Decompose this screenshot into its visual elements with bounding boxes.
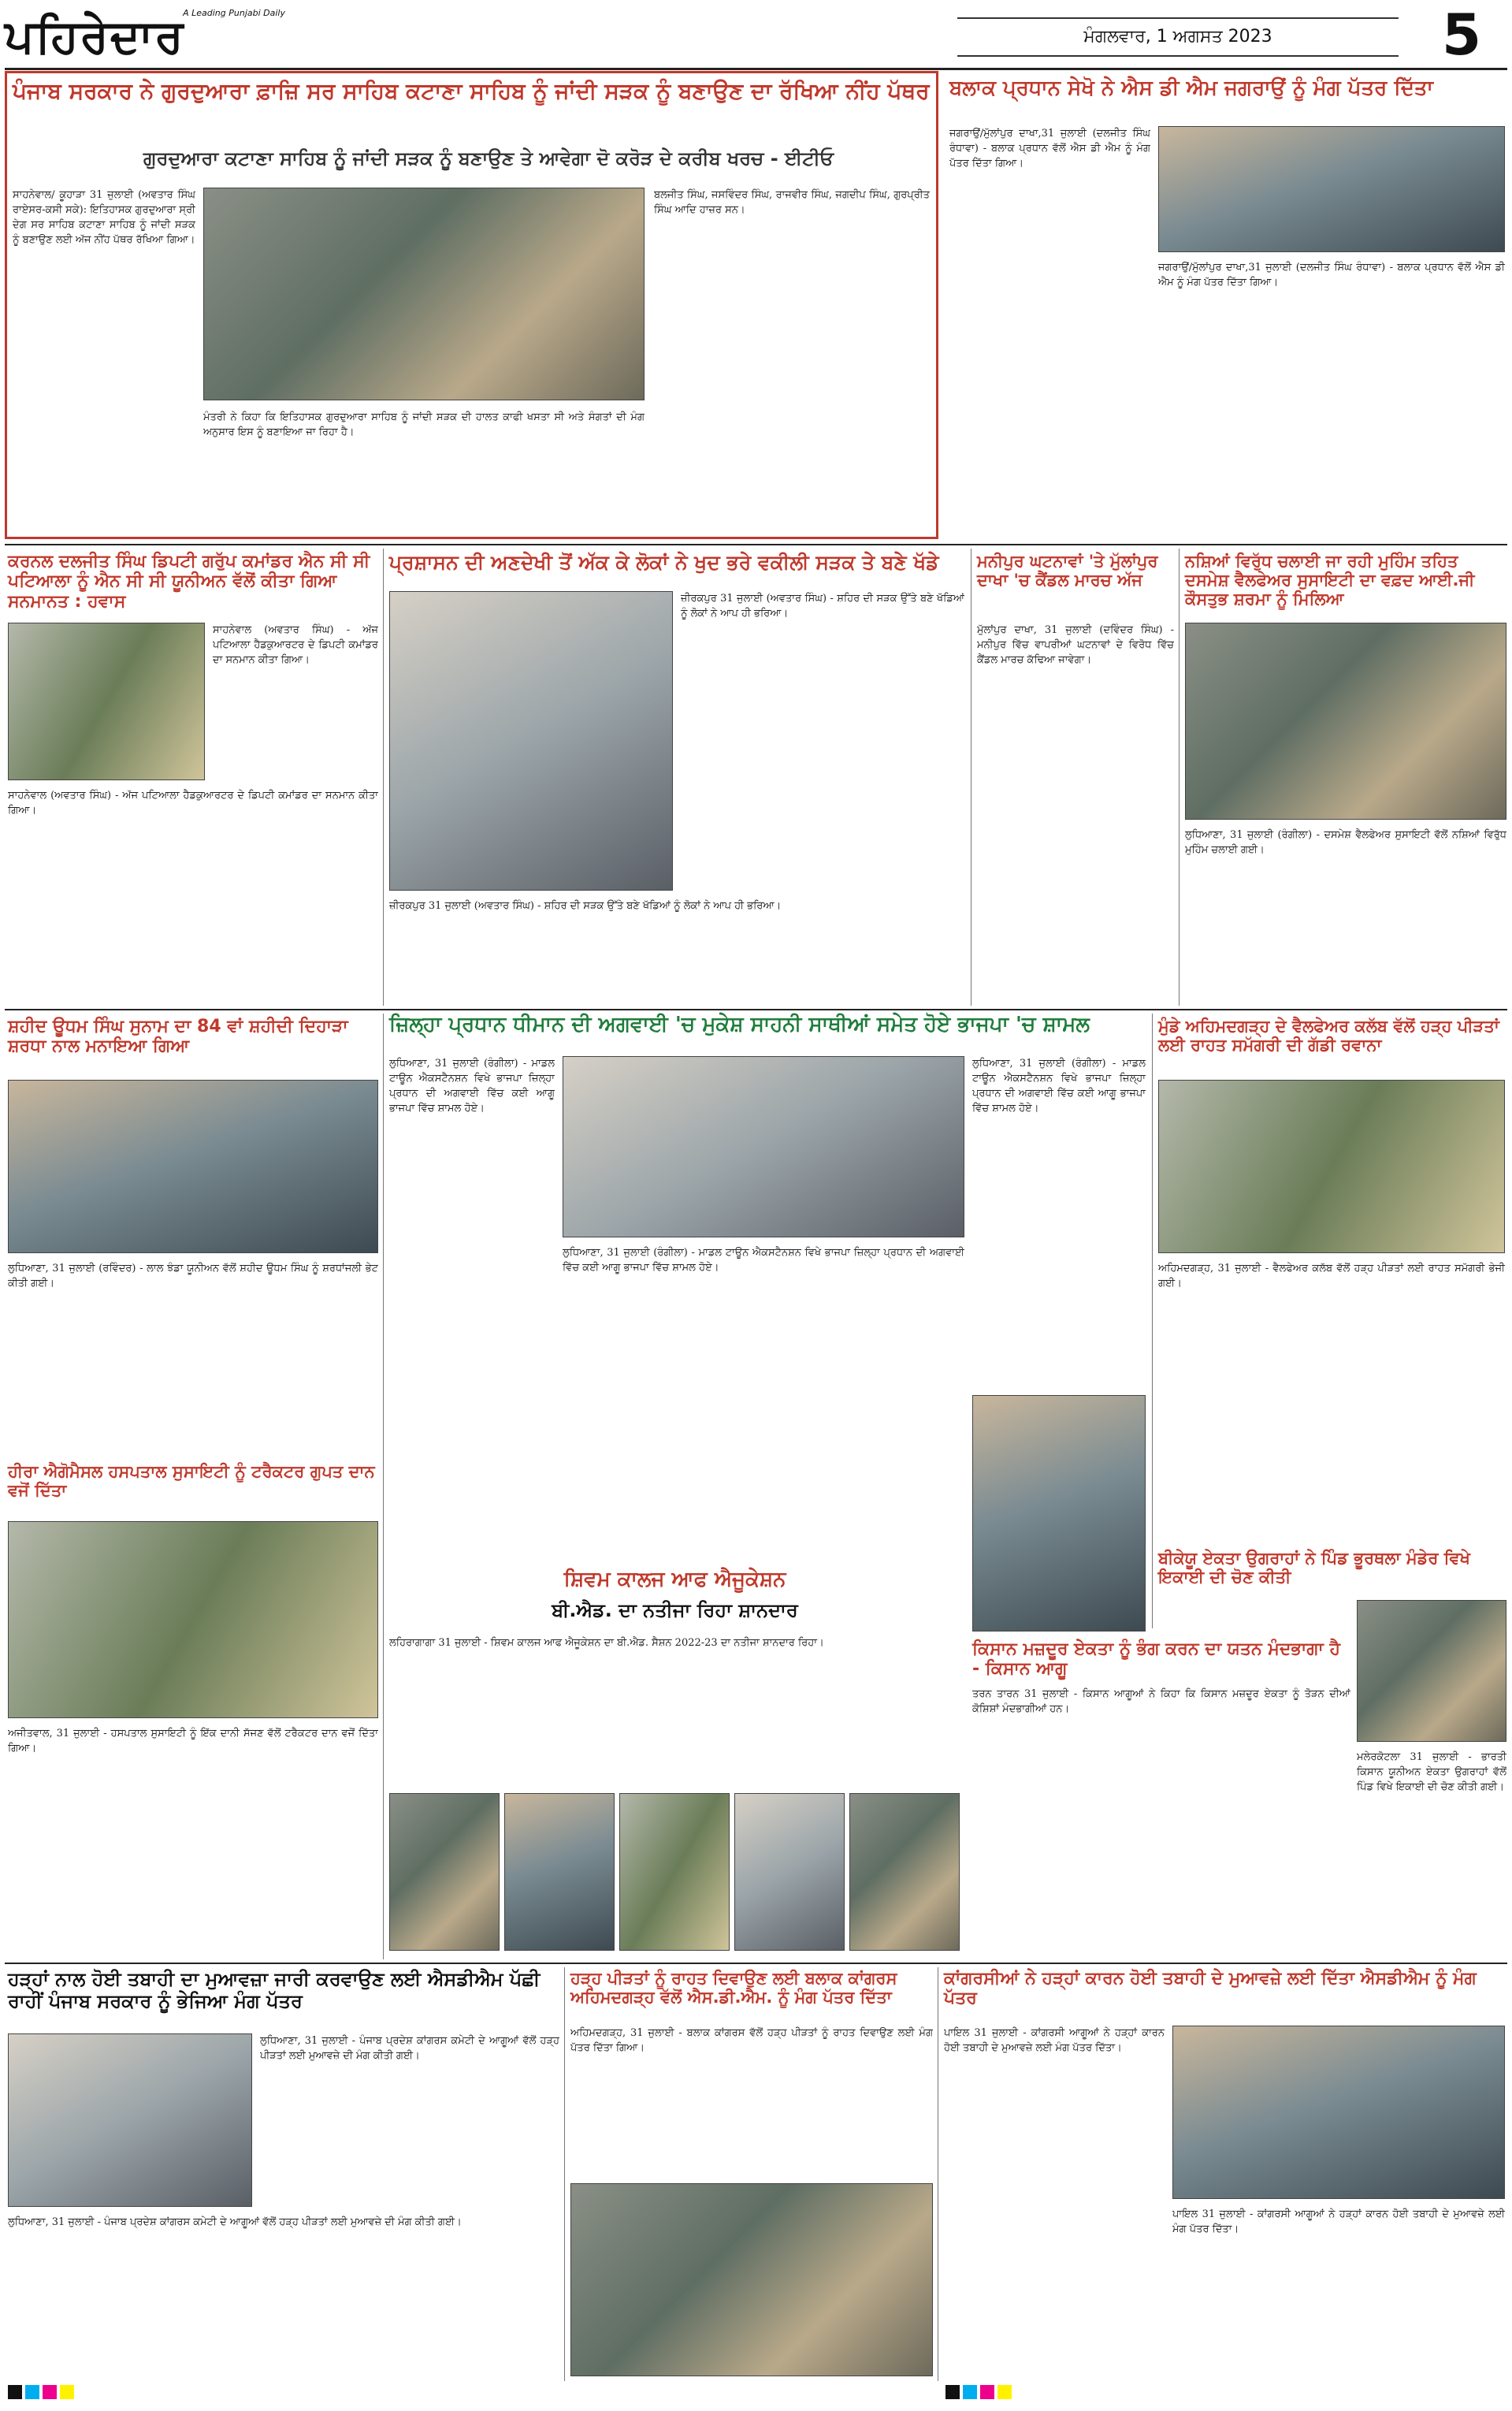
congress-adc-photo [1172,2026,1505,2199]
administration-body: ਜ਼ੀਰਕਪੁਰ 31 ਜੁਲਾਈ (ਅਵਤਾਰ ਸਿੰਘ) - ਸ਼ਹਿਰ ਦੀ ਸੜਕ ਉੱਤੇ ਬਣੇ ਖੱਡਿਆਂ ਨੂੰ ਲੋਕਾਂ ਨੇ ਆਪ ਹੀ ਭਰਿਆ। [681,593,964,619]
page-number: 5 [1441,2,1482,68]
lead-headline: ਪੰਜਾਬ ਸਰਕਾਰ ਨੇ ਗੁਰਦੁਆਰਾ ਫ਼ਾਜ਼ਿ ਸਰ ਸਾਹਿਬ ਕਟਾਣਾ ਸਾਹਿਬ ਨੂੰ ਜਾਂਦੀ ਸੜਕ ਨੂੰ ਬਣਾਉਣ ਦਾ ਰੱਖਿਆ ਨੀਂਹ ਪੱਥਰ [13,78,930,104]
drugs-body: ਲੁਧਿਆਣਾ, 31 ਜੁਲਾਈ (ਰੰਗੀਲਾ) - ਦਸਮੇਸ਼ ਵੈਲਫੇਅਰ ਸੁਸਾਇਟੀ ਵੱਲੋਂ ਨਸ਼ਿਆਂ ਵਿਰੁੱਧ ਮੁਹਿੰਮ ਚਲਾਈ ਗਈ। [1185,829,1506,856]
student-photo-3 [619,1793,730,1951]
congress-block-headline: ਹੜ੍ਹ ਪੀੜਤਾਂ ਨੂੰ ਰਾਹਤ ਦਿਵਾਉਣ ਲਈ ਬਲਾਕ ਕਾਂਗਰਸ ਅਹਿਮਦਗੜ੍ਹ ਵੱਲੋਂ ਐਸ.ਡੀ.ਐਮ. ਨੂੰ ਮੰਗ ਪੱਤਰ ਦਿੱਤਾ [570,1969,897,2007]
shivam-body: ਲਹਿਰਾਗਾਗਾ 31 ਜੁਲਾਈ - ਸ਼ਿਵਮ ਕਾਲਜ ਆਫ ਐਜੂਕੇਸ਼ਨ ਦਾ ਬੀ.ਐਡ. ਸੈਸ਼ਨ 2022-23 ਦਾ ਨਤੀਜਾ ਸ਼ਾਨਦਾਰ ਰਿਹਾ। [389,1637,824,1649]
district-headline: ਜ਼ਿਲ੍ਹਾ ਪ੍ਰਧਾਨ ਧੀਮਾਨ ਦੀ ਅਗਵਾਈ 'ਚ ਮੁਕੇਸ਼ ਸਾਹਨੀ ਸਾਥੀਆਂ ਸਮੇਤ ਹੋਏ ਭਾਜਪਾ 'ਚ ਸ਼ਾਮਲ [389,1013,1090,1036]
bku-headline: ਬੀਕੇਯੂ ਏਕਤਾ ਉਗਰਾਹਾਂ ਨੇ ਪਿੰਡ ਭੂਰਥਲਾ ਮੰਡੇਰ ਵਿਖੇ ਇਕਾਈ ਦੀ ਚੋਣ ਕੀਤੀ [1158,1549,1470,1587]
lead-body-col-2: ਮੰਤਰੀ ਨੇ ਕਿਹਾ ਕਿ ਇਤਿਹਾਸਕ ਗੁਰਦੁਆਰਾ ਸਾਹਿਬ ਨੂੰ ਜਾਂਦੀ ਸੜਕ ਦੀ ਹਾਲਤ ਕਾਫੀ ਖਸਤਾ ਸੀ ਅਤੇ ਸੰਗਤਾਂ ਦੀ ਮੰਗ ਅਨੁਸਾਰ ਇਸ ਨੂੰ ਬਣਾਇਆ ਜਾ ਰਿਹਾ ਹੈ। [203,411,645,438]
floods-body-2: ਲੁਧਿਆਣਾ, 31 ਜੁਲਾਈ - ਪੰਜਾਬ ਪ੍ਰਦੇਸ਼ ਕਾਂਗਰਸ ਕਮੇਟੀ ਦੇ ਆਗੂਆਂ ਵੱਲੋਂ ਹੜ੍ਹ ਪੀੜਤਾਂ ਲਈ ਮੁਆਵਜ਼ੇ ਦੀ ਮੰਗ ਕੀਤੀ ਗਈ। [8,2216,462,2228]
floods-photo [8,2033,252,2207]
student-photo-4 [734,1793,845,1951]
color-registration-left [8,2385,77,2399]
farmer-body: ਤਰਨ ਤਾਰਨ 31 ਜੁਲਾਈ - ਕਿਸਾਨ ਆਗੂਆਂ ਨੇ ਕਿਹਾ ਕਿ ਕਿਸਾਨ ਮਜ਼ਦੂਰ ਏਕਤਾ ਨੂੰ ਤੋੜਨ ਦੀਆਂ ਕੋਸ਼ਿਸ਼ਾਂ ਮੰਦਭਾਗੀਆਂ ਹਨ। [972,1688,1350,1715]
issue-date: ਮੰਗਲਵਾਰ, 1 ਅਗਸਤ 2023 [1083,27,1272,47]
student-photo-1 [389,1793,500,1951]
drugs-headline: ਨਸ਼ਿਆਂ ਵਿਰੁੱਧ ਚਲਾਈ ਜਾ ਰਹੀ ਮੁਹਿੰਮ ਤਹਿਤ ਦਸਮੇਸ਼ ਵੈਲਫੇਅਰ ਸੁਸਾਇਟੀ ਦਾ ਵਫ਼ਦ ਆਈ.ਜੀ ਕੌਸਤੁਭ ਸ਼ਰਮਾ ਨੂੰ ਮਿਲਿਆ [1185,552,1475,609]
column-rule [564,1967,565,2381]
color-registration-right [945,2385,1015,2399]
floods-body: ਲੁਧਿਆਣਾ, 31 ਜੁਲਾਈ - ਪੰਜਾਬ ਪ੍ਰਦੇਸ਼ ਕਾਂਗਰਸ ਕਮੇਟੀ ਦੇ ਆਗੂਆਂ ਵੱਲੋਂ ਹੜ੍ਹ ਪੀੜਤਾਂ ਲਈ ਮੁਆਵਜ਼ੇ ਦੀ ਮੰਗ ਕੀਤੀ ਗਈ। [260,2035,559,2062]
colonel-photo [8,623,205,780]
masthead-divider [5,68,1507,70]
floods-headline: ਹੜ੍ਹਾਂ ਨਾਲ ਹੋਈ ਤਬਾਹੀ ਦਾ ਮੁਆਵਜ਼ਾ ਜਾਰੀ ਕਰਵਾਉਣ ਲਈ ਐਸਡੀਐਮ ਪੱਛੀ ਰਾਹੀਂ ਪੰਜਾਬ ਸਰਕਾਰ ਨੂੰ ਭੇਜਿਆ ਮੰਗ ਪੱਤਰ [8,1968,541,2012]
row-divider-3 [5,1963,1507,1964]
administration-headline: ਪ੍ਰਸ਼ਾਸਨ ਦੀ ਅਣਦੇਖੀ ਤੋਂ ਅੱਕ ਕੇ ਲੋਕਾਂ ਨੇ ਖੁਦ ਭਰੇ ਵਕੀਲੀ ਸੜਕ ਤੇ ਬਣੇ ਖੱਡੇ [389,551,939,574]
congress-block-photo [570,2183,933,2376]
colonel-body-2: ਸਾਹਨੇਵਾਲ (ਅਵਤਾਰ ਸਿੰਘ) - ਅੱਜ ਪਟਿਆਲਾ ਹੈਡਕੁਆਰਟਰ ਦੇ ਡਿਪਟੀ ਕਮਾਂਡਰ ਦਾ ਸਨਮਾਨ ਕੀਤਾ ਗਿਆ। [8,790,378,817]
hero-headline: ਹੀਰਾ ਐਗੋਮੈਸਲ ਹਸਪਤਾਲ ਸੁਸਾਇਟੀ ਨੂੰ ਟਰੈਕਟਰ ਗੁਪਤ ਦਾਨ ਵਜੋਂ ਦਿੱਤਾ [8,1462,375,1501]
column-rule [383,549,384,1006]
congress-block-body: ਅਹਿਮਦਗੜ੍ਹ, 31 ਜੁਲਾਈ - ਬਲਾਕ ਕਾਂਗਰਸ ਵੱਲੋਂ ਹੜ੍ਹ ਪੀੜਤਾਂ ਨੂੰ ਰਾਹਤ ਦਿਵਾਉਣ ਲਈ ਮੰਗ ਪੱਤਰ ਦਿੱਤਾ ਗਿਆ। [570,2027,933,2054]
district-photo [563,1056,964,1237]
bku-body: ਮਲੇਰਕੋਟਲਾ 31 ਜੁਲਾਈ - ਭਾਰਤੀ ਕਿਸਾਨ ਯੂਨੀਅਨ ਏਕਤਾ ਉਗਰਾਹਾਂ ਵੱਲੋਂ ਪਿੰਡ ਵਿਖੇ ਇਕਾਈ ਦੀ ਚੋਣ ਕੀਤੀ ਗਈ। [1357,1751,1506,1793]
colonel-body: ਸਾਹਨੇਵਾਲ (ਅਵਤਾਰ ਸਿੰਘ) - ਅੱਜ ਪਟਿਆਲਾ ਹੈਡਕੁਆਰਟਰ ਦੇ ਡਿਪਟੀ ਕਮਾਂਡਰ ਦਾ ਸਨਮਾਨ ਕੀਤਾ ਗਿਆ। [213,624,378,666]
district-body-3: ਲੁਧਿਆਣਾ, 31 ਜੁਲਾਈ (ਰੰਗੀਲਾ) - ਮਾਡਲ ਟਾਊਨ ਐਕਸਟੈਨਸ਼ਨ ਵਿਖੇ ਭਾਜਪਾ ਜ਼ਿਲ੍ਹਾ ਪ੍ਰਧਾਨ ਦੀ ਅਗਵਾਈ ਵਿੱਚ ਕਈ ਆਗੂ ਭਾਜਪਾ ਵਿੱਚ ਸ਼ਾਮਲ ਹੋਏ। [972,1058,1146,1114]
block-president-body: ਜਗਰਾਉਂ/ਮੁੱਲਾਂਪੁਰ ਦਾਖਾ,31 ਜੁਲਾਈ (ਦਲਜੀਤ ਸਿੰਘ ਰੰਧਾਵਾ) - ਬਲਾਕ ਪ੍ਰਧਾਨ ਵੱਲੋਂ ਐਸ ਡੀ ਐਮ ਨੂੰ ਮੰਗ ਪੱਤਰ ਦਿੱਤਾ ਗਿਆ। [949,128,1150,169]
district-body: ਲੁਧਿਆਣਾ, 31 ਜੁਲਾਈ (ਰੰਗੀਲਾ) - ਮਾਡਲ ਟਾਊਨ ਐਕਸਟੈਨਸ਼ਨ ਵਿਖੇ ਭਾਜਪਾ ਜ਼ਿਲ੍ਹਾ ਪ੍ਰਧਾਨ ਦੀ ਅਗਵਾਈ ਵਿੱਚ ਕਈ ਆਗੂ ਭਾਜਪਾ ਵਿੱਚ ਸ਼ਾਮਲ ਹੋਏ। [389,1058,555,1114]
dateline [957,17,1399,57]
shivam-subheadline: ਬੀ.ਐਡ. ਦਾ ਨਤੀਜਾ ਰਿਹਾ ਸ਼ਾਨਦਾਰ [552,1599,798,1621]
congress-adc-headline: ਕਾਂਗਰਸੀਆਂ ਨੇ ਹੜ੍ਹਾਂ ਕਾਰਨ ਹੋਈ ਤਬਾਹੀ ਦੇ ਮੁਆਵਜ਼ੇ ਲਈ ਦਿੱਤਾ ਐਸਡੀਐਮ ਨੂੰ ਮੰਗ ਪੱਤਰ [944,1969,1477,2009]
column-rule [383,1014,384,1959]
lead-photo [203,188,645,400]
udham-headline: ਸ਼ਹੀਦ ਊਧਮ ਸਿੰਘ ਸੁਨਾਮ ਦਾ 84 ਵਾਂ ਸ਼ਹੀਦੀ ਦਿਹਾੜਾ ਸ਼ਰਧਾ ਨਾਲ ਮਨਾਇਆ ਗਿਆ [8,1017,348,1057]
congress-adc-body-2: ਪਾਇਲ 31 ਜੁਲਾਈ - ਕਾਂਗਰਸੀ ਆਗੂਆਂ ਨੇ ਹੜ੍ਹਾਂ ਕਾਰਨ ਹੋਈ ਤਬਾਹੀ ਦੇ ਮੁਆਵਜ਼ੇ ਲਈ ਮੰਗ ਪੱਤਰ ਦਿੱਤਾ। [1172,2208,1505,2235]
administration-photo [389,591,673,891]
row-divider-1 [5,544,1507,545]
welfare-body: ਅਹਿਮਦਗੜ੍ਹ, 31 ਜੁਲਾਈ - ਵੈਲਫੇਅਰ ਕਲੱਬ ਵੱਲੋਂ ਹੜ੍ਹ ਪੀੜਤਾਂ ਲਈ ਰਾਹਤ ਸਮੱਗਰੀ ਭੇਜੀ ਗਈ। [1158,1263,1505,1289]
column-rule [1152,1014,1153,1628]
colonel-headline: ਕਰਨਲ ਦਲਜੀਤ ਸਿੰਘ ਡਿਪਟੀ ਗਰੁੱਪ ਕਮਾਂਡਰ ਐਨ ਸੀ ਸੀ ਪਟਿਆਲਾ ਨੂੰ ਐਨ ਸੀ ਸੀ ਯੂਨੀਅਨ ਵੱਲੋਂ ਕੀਤਾ ਗਿਆ ਸਨਮਾਨਤ : ਹਵਾਸ [8,552,370,612]
udham-body: ਲੁਧਿਆਣਾ, 31 ਜੁਲਾਈ (ਰਵਿੰਦਰ) - ਲਾਲ ਝੰਡਾ ਯੂਨੀਅਨ ਵੱਲੋਂ ਸ਼ਹੀਦ ਊਧਮ ਸਿੰਘ ਨੂੰ ਸ਼ਰਧਾਂਜਲੀ ਭੇਟ ਕੀਤੀ ਗਈ। [8,1263,378,1289]
logo-tagline: A Leading Punjabi Daily [183,8,285,18]
block-president-body-2: ਜਗਰਾਉਂ/ਮੁੱਲਾਂਪੁਰ ਦਾਖਾ,31 ਜੁਲਾਈ (ਦਲਜੀਤ ਸਿੰਘ ਰੰਧਾਵਾ) - ਬਲਾਕ ਪ੍ਰਧਾਨ ਵੱਲੋਂ ਐਸ ਡੀ ਐਮ ਨੂੰ ਮੰਗ ਪੱਤਰ ਦਿੱਤਾ ਗਿਆ। [1158,262,1505,288]
welfare-headline: ਮੁੰਡੇ ਅਹਿਮਦਗੜ੍ਹ ਦੇ ਵੈਲਫੇਅਰ ਕਲੱਬ ਵੱਲੋਂ ਹੜ੍ਹ ਪੀੜਤਾਂ ਲਈ ਰਾਹਤ ਸਮੱਗਰੀ ਦੀ ਗੱਡੀ ਰਵਾਨਾ [1158,1017,1499,1055]
lead-body-col-3: ਬਲਜੀਤ ਸਿੰਘ, ਜਸਵਿੰਦਰ ਸਿੰਘ, ਰਾਜਵੀਰ ਸਿੰਘ, ਜਗਦੀਪ ਸਿੰਘ, ਗੁਰਪ੍ਰੀਤ ਸਿੰਘ ਆਦਿ ਹਾਜ਼ਰ ਸਨ। [654,189,930,216]
newspaper-logo [5,6,288,66]
student-photo-2 [504,1793,615,1951]
district-body-2: ਲੁਧਿਆਣਾ, 31 ਜੁਲਾਈ (ਰੰਗੀਲਾ) - ਮਾਡਲ ਟਾਊਨ ਐਕਸਟੈਨਸ਼ਨ ਵਿਖੇ ਭਾਜਪਾ ਜ਼ਿਲ੍ਹਾ ਪ੍ਰਧਾਨ ਦੀ ਅਗਵਾਈ ਵਿੱਚ ਕਈ ਆਗੂ ਭਾਜਪਾ ਵਿੱਚ ਸ਼ਾਮਲ ਹੋਏ। [563,1247,964,1274]
congress-adc-body: ਪਾਇਲ 31 ਜੁਲਾਈ - ਕਾਂਗਰਸੀ ਆਗੂਆਂ ਨੇ ਹੜ੍ਹਾਂ ਕਾਰਨ ਹੋਈ ਤਬਾਹੀ ਦੇ ਮੁਆਵਜ਼ੇ ਲਈ ਮੰਗ ਪੱਤਰ ਦਿੱਤਾ। [944,2027,1165,2054]
logo-text: ਪਹਿਰੇਦਾਰ [5,9,185,63]
block-president-headline: ਬਲਾਕ ਪ੍ਰਧਾਨ ਸੇਖੋ ਨੇ ਐਸ ਡੀ ਐਮ ਜਗਰਾਉਂ ਨੂੰ ਮੰਗ ਪੱਤਰ ਦਿੱਤਾ [949,76,1433,100]
block-president-photo [1158,126,1505,252]
welfare-photo [1158,1080,1505,1253]
row-divider-2 [5,1009,1507,1010]
student-photo-5 [849,1793,960,1951]
bku-photo [1357,1600,1506,1742]
manipur-body: ਮੁੱਲਾਂਪੁਰ ਦਾਖਾ, 31 ਜੁਲਾਈ (ਦਵਿੰਦਰ ਸਿੰਘ) - ਮਨੀਪੁਰ ਵਿੱਚ ਵਾਪਰੀਆਂ ਘਟਨਾਵਾਂ ਦੇ ਵਿਰੋਧ ਵਿੱਚ ਕੈਂਡਲ ਮਾਰਚ ਕੱਢਿਆ ਜਾਵੇਗਾ। [977,624,1174,666]
lead-subheadline: ਗੁਰਦੁਆਰਾ ਕਟਾਣਾ ਸਾਹਿਬ ਨੂੰ ਜਾਂਦੀ ਸੜਕ ਨੂੰ ਬਣਾਉਣ ਤੇ ਆਵੇਗਾ ਦੋ ਕਰੋੜ ਦੇ ਕਰੀਬ ਖਰਚ - ਈਟੀਓ [143,147,834,169]
farmer-headline: ਕਿਸਾਨ ਮਜ਼ਦੂਰ ਏਕਤਾ ਨੂੰ ਭੰਗ ਕਰਨ ਦਾ ਯਤਨ ਮੰਦਭਾਗਾ ਹੈ - ਕਿਸਾਨ ਆਗੂ [972,1639,1341,1680]
administration-body-2: ਜ਼ੀਰਕਪੁਰ 31 ਜੁਲਾਈ (ਅਵਤਾਰ ਸਿੰਘ) - ਸ਼ਹਿਰ ਦੀ ਸੜਕ ਉੱਤੇ ਬਣੇ ਖੱਡਿਆਂ ਨੂੰ ਲੋਕਾਂ ਨੇ ਆਪ ਹੀ ਭਰਿਆ। [389,900,782,912]
farmer-photo [972,1395,1146,1632]
udham-photo [8,1080,378,1253]
manipur-headline: ਮਨੀਪੁਰ ਘਟਨਾਵਾਂ 'ਤੇ ਮੁੱਲਾਂਪੁਰ ਦਾਖਾ 'ਚ ਕੈਂਡਲ ਮਾਰਚ ਅੱਜ [977,552,1158,590]
hero-body: ਅਜੀਤਵਾਲ, 31 ਜੁਲਾਈ - ਹਸਪਤਾਲ ਸੁਸਾਇਟੀ ਨੂੰ ਇੱਕ ਦਾਨੀ ਸੱਜਣ ਵੱਲੋਂ ਟਰੈਕਟਰ ਦਾਨ ਵਜੋਂ ਦਿੱਤਾ ਗਿਆ। [8,1728,378,1754]
hero-photo [8,1521,378,1718]
drugs-photo [1185,623,1506,820]
shivam-headline: ਸ਼ਿਵਮ ਕਾਲਜ ਆਫ ਐਜੂਕੇਸ਼ਨ [563,1568,786,1591]
column-rule [1179,549,1180,1006]
lead-body-col-1: ਸਾਹਨੇਵਾਲ/ ਕੂਹਾੜਾ 31 ਜੁਲਾਈ (ਅਵਤਾਰ ਸਿੰਘ ਰਾਏਸਰ-ਕਸੀ ਸਕੇ): ਇਤਿਹਾਸਕ ਗੁਰਦੁਆਰਾ ਸ੍ਰੀ ਦੇਗ ਸਰ ਸਾਹਿਬ ਕਟਾਣਾ ਸਾਹਿਬ ਨੂੰ ਜਾਂਦੀ ਸੜਕ ਨੂੰ ਬਣਾਉਣ ਲਈ ਅੱਜ ਨੀਂਹ ਪੱਥਰ ਰੱਖਿਆ ਗਿਆ। [13,189,195,246]
